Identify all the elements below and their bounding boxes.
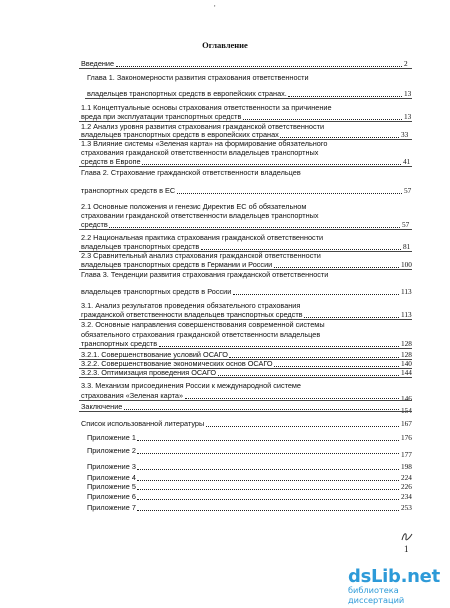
- toc-page-number: 128: [401, 339, 412, 348]
- toc-entry-line: обязательного страхования гражданской ответственности владельцев: [81, 330, 321, 339]
- toc-leader: [274, 366, 399, 367]
- toc-leader: [137, 440, 399, 441]
- toc-entry-line: Глава 2. Страхование гражданской ответственности владельцев: [81, 168, 301, 177]
- toc-page-number: 224: [401, 473, 412, 482]
- toc-page-number: 2: [404, 59, 408, 68]
- toc-page-number: 176: [401, 433, 412, 442]
- toc-page-number: 140: [401, 359, 412, 368]
- toc-entry-line: средств в Европе: [81, 157, 141, 166]
- toc-entry-line: Глава 1. Закономерности развития страхования ответственности: [87, 73, 309, 82]
- toc-entry-line: Приложение 2: [87, 446, 136, 455]
- toc-entry-line: 3.1. Анализ результатов проведения обязательного страхования: [81, 301, 301, 310]
- toc-entry-line: 1.1 Концептуальные основы страхования ответственности за причинение: [81, 103, 332, 112]
- toc-entry-underline: [79, 229, 412, 230]
- toc-leader: [233, 294, 399, 295]
- toc-entry-underline: [79, 400, 412, 401]
- toc-page-number: 253: [401, 503, 412, 512]
- toc-entry-line: 1.2 Анализ уровня развития страхования гражданской ответственности: [81, 122, 325, 131]
- toc-leader: [304, 317, 399, 318]
- toc-page-number: 13: [404, 89, 412, 98]
- toc-leader: [142, 164, 401, 165]
- toc-entry-line: Приложение 3: [87, 462, 136, 471]
- toc-page-number: 113: [401, 310, 412, 319]
- toc-page-number: 33: [401, 130, 409, 139]
- toc-entry-line: Введение: [81, 59, 115, 68]
- toc-leader: [218, 375, 399, 376]
- toc-entry-line: владельцев транспортных средств: [81, 242, 200, 251]
- toc-page-number: 154: [401, 406, 412, 415]
- toc-entry-line: транспортных средств в ЕС: [81, 186, 176, 195]
- toc-entry-line: 2.1 Основные положения и генезис Директив ЕС об обязательном: [81, 202, 307, 211]
- toc-entry-underline: [85, 98, 412, 99]
- toc-entry-line: гражданской ответственности владельцев транспортных средств: [81, 310, 303, 319]
- watermark: [348, 566, 448, 605]
- toc-page-number: 167: [401, 419, 412, 428]
- watermark-logo: dsLib.net: [348, 566, 440, 587]
- page-title: Оглавление: [202, 40, 248, 50]
- toc-entry-line: Глава 3. Тенденции развития страхования гражданской ответственности: [81, 270, 329, 279]
- toc-entry-line: владельцев транспортных средств в России: [81, 287, 232, 296]
- toc-page-number: 81: [403, 242, 411, 251]
- toc-entry-line: Приложение 4: [87, 473, 136, 482]
- toc-leader: [229, 357, 399, 358]
- toc-entry-underline: [79, 377, 412, 378]
- toc-leader: [137, 453, 399, 454]
- toc-entry-underline: [79, 166, 412, 167]
- toc-entry-line: 3.2.3. Оптимизация проведения ОСАГО: [81, 368, 217, 377]
- page-number: 1: [404, 544, 409, 554]
- toc-leader: [280, 137, 399, 138]
- toc-entry-line: транспортных средств: [81, 339, 158, 348]
- toc-entry-line: средств: [81, 220, 108, 229]
- toc-page-number: 146: [401, 394, 412, 403]
- toc-entry-line: владельцев транспортных средств в европейских странах.: [87, 89, 287, 98]
- toc-entry-underline: [79, 411, 412, 412]
- toc-leader: [185, 398, 399, 399]
- toc-page-number: 13: [404, 112, 412, 121]
- toc-page-number: 198: [401, 462, 412, 471]
- toc-entry-line: страхования «Зеленая карта»: [81, 391, 184, 400]
- toc-page-number: 226: [401, 482, 412, 491]
- toc-page-number: 100: [401, 260, 412, 269]
- toc-entry-line: Приложение 6: [87, 492, 136, 501]
- toc-leader: [206, 426, 399, 427]
- toc-leader: [159, 346, 399, 347]
- toc-page-number: 128: [401, 350, 412, 359]
- toc-leader: [116, 66, 402, 67]
- toc-entry-line: 1.3 Влияние системы «Зеленая карта» на формирование обязательного: [81, 139, 328, 148]
- toc-leader: [177, 193, 402, 194]
- toc-leader: [243, 119, 402, 120]
- toc-page-number: 177: [401, 450, 412, 459]
- toc-entry-line: страховании гражданской ответственности владельцев транспортных: [81, 211, 319, 220]
- toc-leader: [201, 249, 401, 250]
- toc-leader: [288, 96, 402, 97]
- toc-entry-line: владельцев транспортных средств в Германии и России: [81, 260, 273, 269]
- header-mark: ': [214, 4, 216, 13]
- toc-page-number: 234: [401, 492, 412, 501]
- toc-page-number: 57: [404, 186, 412, 195]
- toc-entry-line: Список использованной литературы: [81, 419, 205, 428]
- toc-leader: [137, 510, 399, 511]
- toc-entry-line: 3.2. Основные направления совершенствования современной системы: [81, 320, 325, 329]
- toc-entry-line: 2.3 Сравнительный анализ страхования гражданской ответственности: [81, 251, 321, 260]
- toc-entry-line: Заключение: [81, 402, 123, 411]
- toc-entry-line: 3.2.1. Совершенствование условий ОСАГО: [81, 350, 228, 359]
- toc-leader: [137, 489, 399, 490]
- toc-entry-underline: [79, 348, 412, 349]
- watermark-caption: библиотека диссертаций: [348, 585, 405, 605]
- toc-entry-line: вреда при эксплуатации транспортных средств: [81, 112, 242, 121]
- toc-leader: [274, 267, 399, 268]
- toc-entry-line: 2.2 Национальная практика страхования гражданской ответственности: [81, 233, 324, 242]
- toc-page-number: 57: [402, 220, 410, 229]
- toc-leader: [137, 469, 399, 470]
- toc-entry-line: 3.2.2. Совершенствование экономических основ ОСАГО: [81, 359, 273, 368]
- toc-entry-underline: [79, 68, 412, 69]
- toc-entry-line: 3.3. Механизм присоединения России к международной системе: [81, 381, 301, 390]
- toc-entry-line: Приложение 7: [87, 503, 136, 512]
- toc-entry-line: Приложение 1: [87, 433, 136, 442]
- toc-leader: [137, 480, 399, 481]
- toc-entry-line: страхования гражданской ответственности владельцев транспортных: [81, 148, 319, 157]
- toc-page-number: 113: [401, 287, 412, 296]
- toc-leader: [109, 227, 400, 228]
- toc-page-number: 144: [401, 368, 412, 377]
- toc-entry-line: Приложение 5: [87, 482, 136, 491]
- toc-page-number: 41: [403, 157, 411, 166]
- toc-leader: [137, 499, 399, 500]
- toc-leader: [124, 409, 399, 410]
- toc-entry-line: владельцев транспортных средств в европейских странах: [81, 130, 279, 139]
